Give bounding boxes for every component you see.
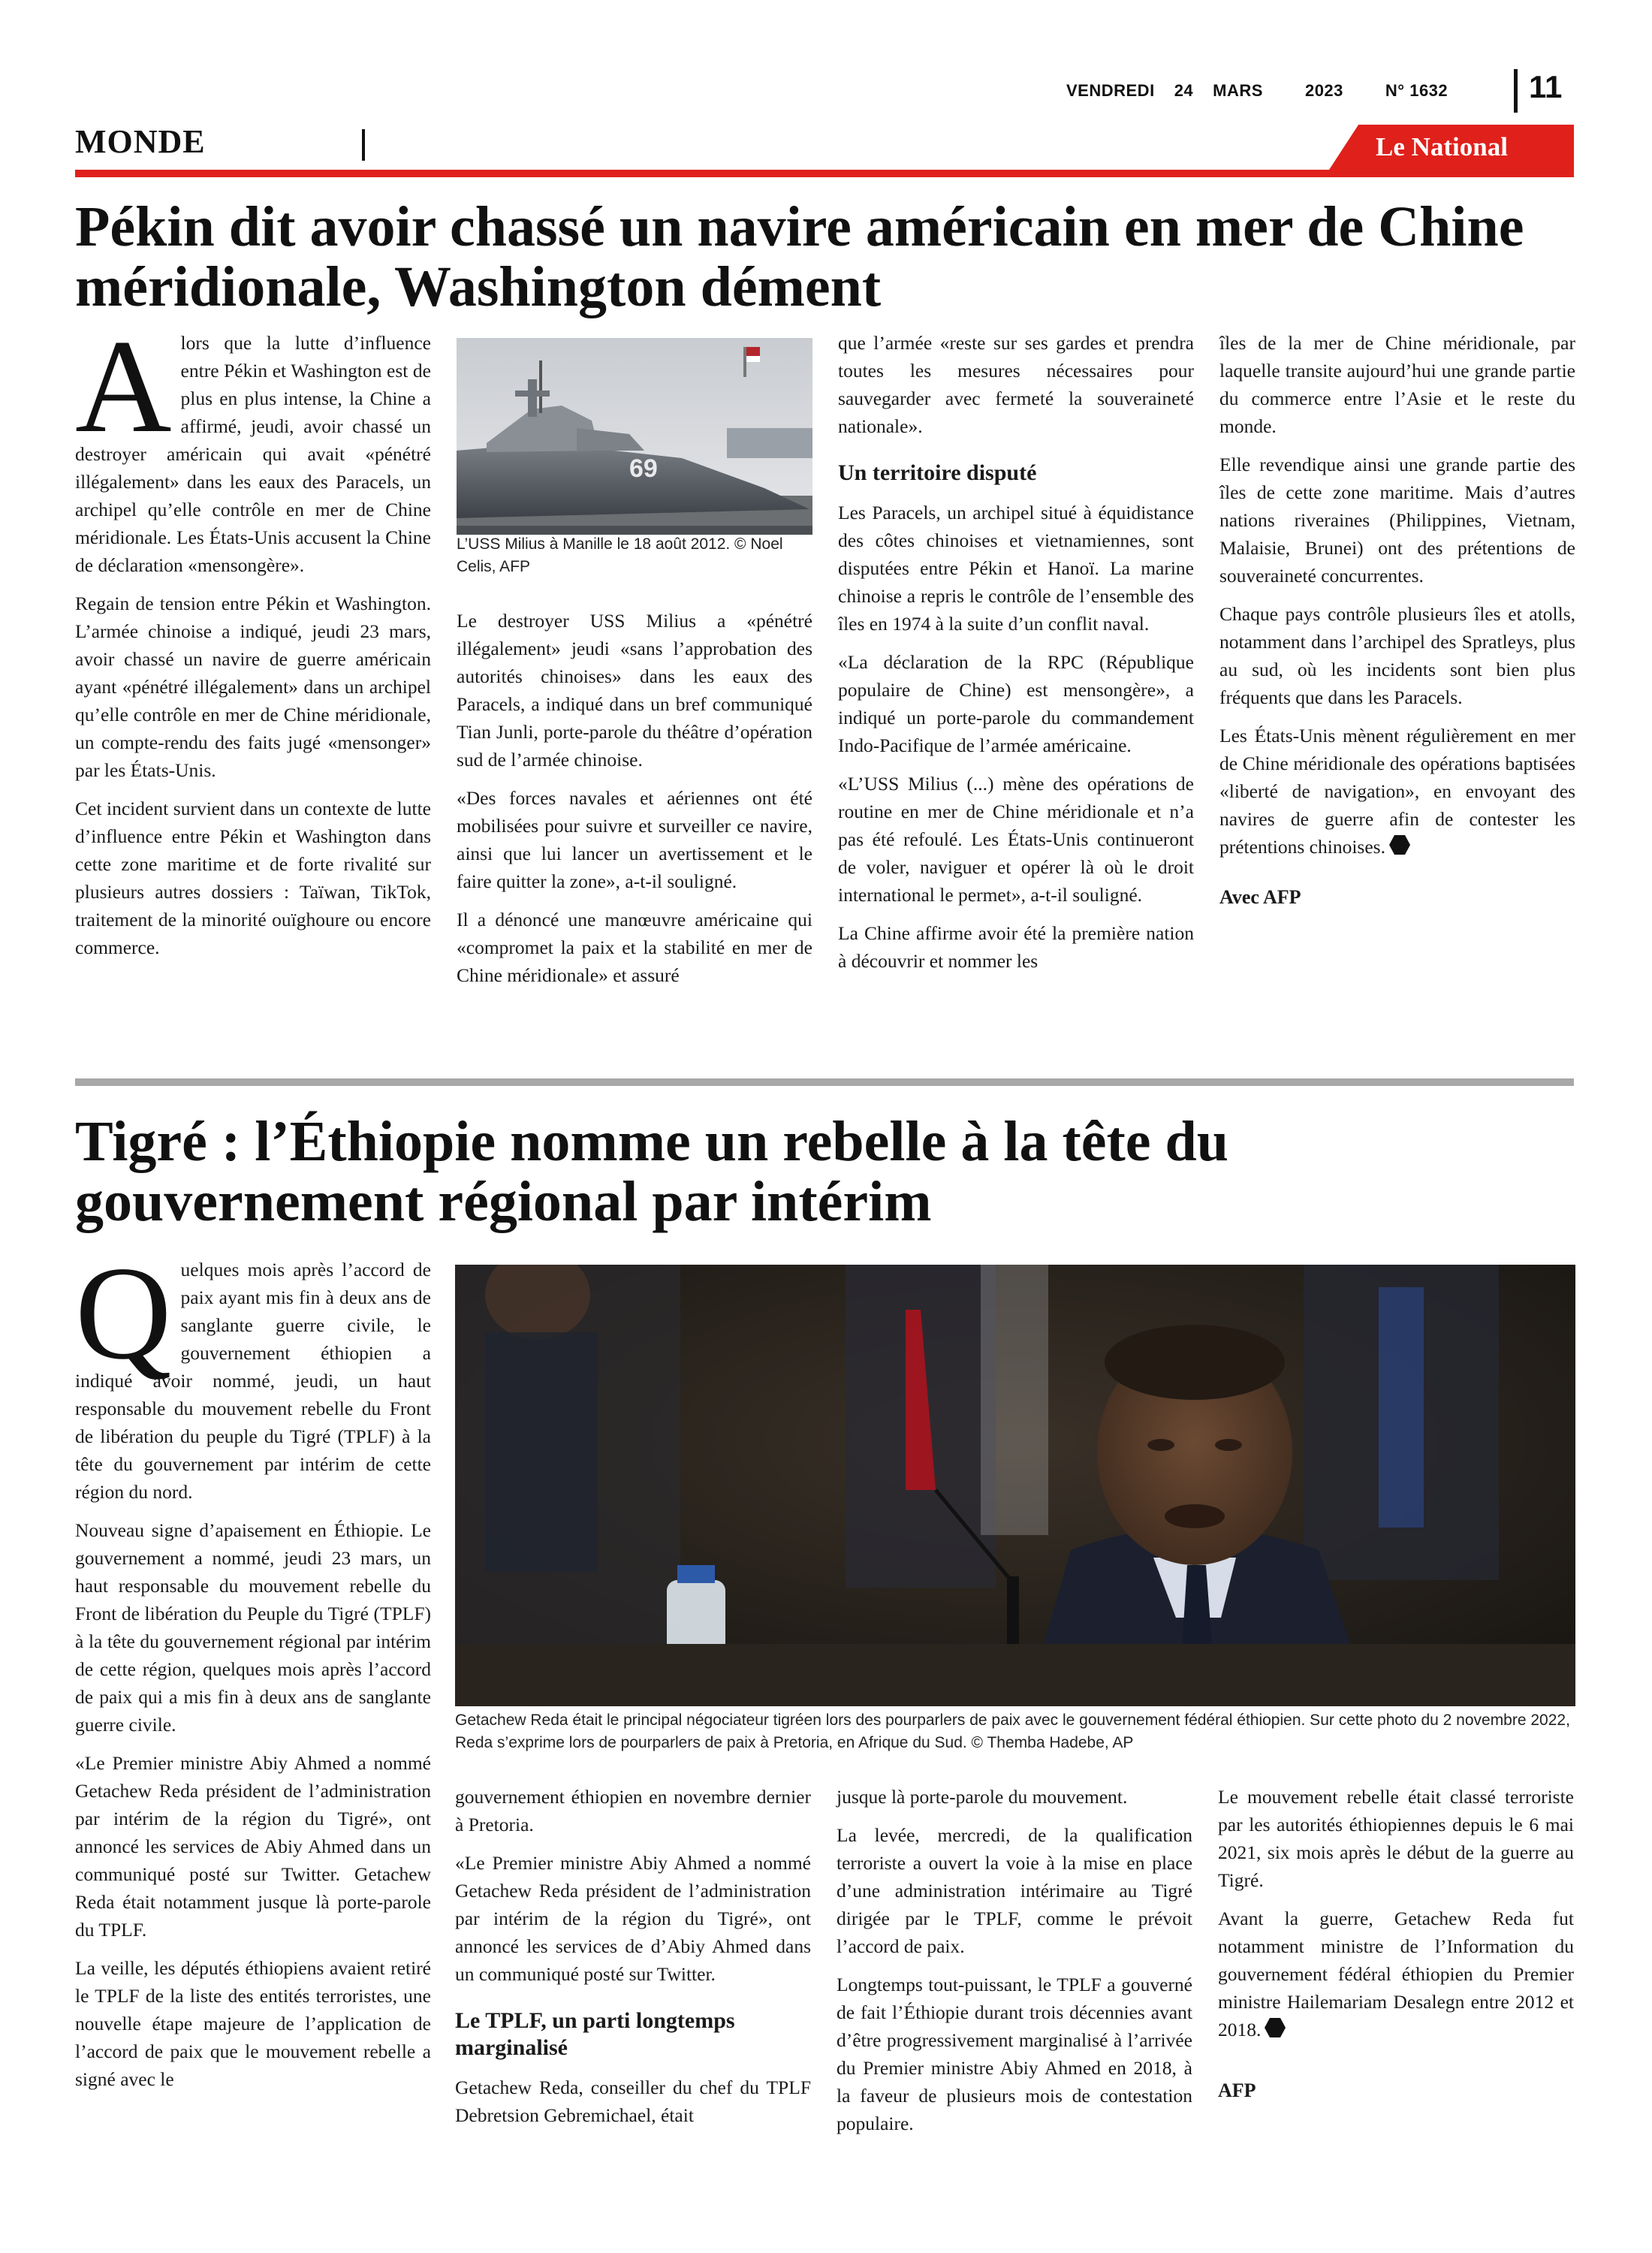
article1-column-3 bbox=[838, 329, 1194, 985]
warship-image bbox=[457, 338, 812, 535]
article1-paragraph: Regain de tension entre Pékin et Washington. L’armée chinoise a indiqué, jeudi 23 mars, avoir chassé un navire de guerre américain ayant «pénétré illégalement» dans un archipel qu’elle contrôle en mer de Chine méridionale, un compte-rendu des faits jugé «mensonger» par les États-Unis. bbox=[75, 593, 431, 781]
article2-paragraph: Le mouvement rebelle était classé terroriste par les autorités éthiopiennes depuis le 6 mai 2021, six mois après le début de la guerre au Tigré. bbox=[1218, 1786, 1574, 1891]
article1-column-4 bbox=[1219, 329, 1575, 921]
article2-column-1 bbox=[75, 1238, 431, 2104]
article2-column-3 bbox=[837, 1783, 1192, 2148]
article1-paragraph: Les Paracels, un archipel situé à équidistance des côtes chinoises et vietnamiennes, sont disputées entre Pékin et Hanoï. La marine chinoise a repris le contrôle de l’ensemble des îles en 1974 à la suite d’un conflit naval. bbox=[838, 502, 1194, 635]
article1-dropcap: A bbox=[75, 312, 172, 460]
issue-number: N° 1632 bbox=[1385, 81, 1449, 100]
article2-paragraph: «Le Premier ministre Abiy Ahmed a nommé Getachew Reda président de l’administration par intérim de la région du Tigré», ont annoncé les services de Abiy Ahmed dans un communiqué posté sur Twitter. Getachew Reda était notamment jusque là porte-parole du TPLF. bbox=[75, 1752, 431, 1941]
article2-paragraph: gouvernement éthiopien en novembre dernier à Pretoria. bbox=[455, 1786, 811, 1835]
article1-photo-caption: L’USS Milius à Manille le 18 août 2012. © Noel Celis, AFP bbox=[457, 535, 783, 575]
hull-number: 69 bbox=[629, 454, 658, 483]
article1-paragraph: Chaque pays contrôle plusieurs îles et atolls, notamment dans l’archipel des Spratleys, plus au sud, où les incidents sont bien plus fréquents que dans les Paracels. bbox=[1219, 603, 1575, 708]
end-of-article-icon bbox=[1388, 834, 1411, 856]
article2-paragraph: La levée, mercredi, de la qualification terroriste a ouvert la voie à la mise en place d’une administration intérimaire au Tigré dirigée par le TPLF, comme le prévoit l’accord de paix. bbox=[837, 1824, 1192, 1957]
article2-subheading: Le TPLF, un parti longtemps marginalisé bbox=[455, 2008, 735, 2060]
date-day: VENDREDI bbox=[1066, 81, 1155, 100]
article2-paragraph: «Le Premier ministre Abiy Ahmed a nommé Getachew Reda président de l’administration par intérim de la région du Tigré», ont annoncé les services de d’Abiy Ahmed dans un communiqué posté sur Twitter. bbox=[455, 1852, 811, 1985]
article2-paragraph: La veille, les députés éthiopiens avaient retiré le TPLF de la liste des entités terroristes, une nouvelle étape majeure de l’application de l’accord de paix que le mouvement rebelle a signé avec le bbox=[75, 1957, 431, 2090]
article1-paragraph: Cet incident survient dans un contexte de lutte d’influence entre Pékin et Washington dans cette zone maritime et de forte rivalité sur plusieurs autres dossiers : Taïwan, TikTok, traitement de la minorité ouïghoure ou encore commerce. bbox=[75, 798, 431, 958]
article1-paragraph: que l’armée «reste sur ses gardes et prendra toutes les mesures nécessaires pour sauvegarder avec fermeté la souveraineté nationale». bbox=[838, 332, 1194, 437]
section-title: MONDE bbox=[75, 123, 206, 160]
article2-signature: AFP bbox=[1218, 2080, 1256, 2101]
article1-signature: Avec AFP bbox=[1219, 886, 1301, 908]
date-number: 24 bbox=[1174, 81, 1194, 100]
article2-column-2 bbox=[455, 1783, 811, 2140]
page-number: 11 bbox=[1529, 69, 1563, 104]
article1-paragraph: Elle revendique ainsi une grande partie des îles de cette zone maritime. Mais d’autres nations riveraines (Philippines, Vietnam, Malaisie, Brunei) ont des prétentions de souveraineté concurrentes. bbox=[1219, 454, 1575, 587]
article-divider bbox=[75, 1078, 1574, 1086]
header-rule bbox=[75, 170, 1574, 177]
article2-paragraph: Nouveau signe d’apaisement en Éthiopie. Le gouvernement a nommé, jeudi 23 mars, un haut responsable du mouvement rebelle du Front de libération du Peuple du Tigré (TPLF) à la tête du gouvernement régional par intérim de cette région, quelques mois après l’accord de paix qui a mis fin à deux ans de sanglante guerre civile. bbox=[75, 1519, 431, 1736]
date-line bbox=[1066, 81, 1448, 101]
article1-paragraph: îles de la mer de Chine méridionale, par laquelle transite aujourd’hui une grande partie du commerce entre l’Asie et le reste du monde. bbox=[1219, 332, 1575, 437]
article1-paragraph: Le destroyer USS Milius a «pénétré illégalement» jeudi «sans l’approbation des autorités chinoises» dans les eaux des Paracels, a indiqué dans un bref communiqué Tian Junli, porte-parole du théâtre d’opération sud de l’armée chinoise. bbox=[457, 610, 812, 771]
article1-paragraph: Les États-Unis mènent régulièrement en mer de Chine méridionale des opérations baptisées «liberté de navigation», en envoyant des navires de guerre afin de contester les prétentions chinoises. bbox=[1219, 725, 1575, 858]
article2-paragraph: jusque là porte-parole du mouvement. bbox=[837, 1786, 1128, 1808]
article1-column-2 bbox=[457, 607, 812, 1000]
article2-paragraph: Longtemps tout-puissant, le TPLF a gouverné de fait l’Éthiopie durant trois décennies avant d’être progressivement marginalisé à l’arrivée du Premier ministre Abiy Ahmed en 2018, à la faveur de plusieurs mois de contestation populaire. bbox=[837, 1974, 1192, 2134]
article1-headline: Pékin dit avoir chassé un navire américain en mer de Chine méridionale, Washington dément bbox=[75, 195, 1524, 318]
end-of-article-icon bbox=[1264, 2016, 1286, 2039]
article1-photo bbox=[457, 338, 812, 535]
article2-photo bbox=[455, 1265, 1575, 1706]
article1-paragraph: «La déclaration de la RPC (République populaire de Chine) est mensongère», a indiqué un porte-parole du commandement Indo-Pacifique de l’armée américaine. bbox=[838, 651, 1194, 756]
section-divider bbox=[362, 129, 365, 161]
page-number-divider bbox=[1514, 69, 1518, 113]
article1-subheading: Un territoire disputé bbox=[838, 460, 1037, 485]
article2-paragraph: Avant la guerre, Getachew Reda fut notamment ministre de l’Information du gouvernement fédéral éthiopien du Premier ministre Hailemariam Desalegn entre 2012 et 2018. bbox=[1218, 1908, 1574, 2040]
date-month: MARS bbox=[1213, 81, 1263, 100]
date-year: 2023 bbox=[1304, 81, 1343, 100]
article1-lead: Alors que la lutte d’influence entre Pékin et Washington est de plus en plus intense, la Chine a affirmé, jeudi, avoir chassé un destroyer américain qui avait «pénétré illégalement» dans les eaux des Paracels, un archipel qu’elle contrôle en mer de Chine méridionale. Les États-Unis accusent la Chine de déclaration «mensongère». bbox=[75, 312, 431, 576]
article1-paragraph: La Chine affirme avoir été la première nation à découvrir et nommer les bbox=[838, 922, 1194, 972]
brand-name: Le National bbox=[1376, 132, 1508, 161]
article1-paragraph: «L’USS Milius (...) mène des opérations de routine en mer de Chine méridionale et n’a pas été refoulé. Les États-Unis continueront de voler, naviguer et opérer là où le droit international le permet», a-t-il souligné. bbox=[838, 773, 1194, 906]
getachew-reda-image bbox=[455, 1265, 1575, 1706]
article1-paragraph: Il a dénoncé une manœuvre américaine qui «compromet la paix et la stabilité en mer de Chine méridionale» et assuré bbox=[457, 909, 812, 986]
article2-dropcap: Q bbox=[75, 1238, 172, 1387]
article1-column-1 bbox=[75, 312, 431, 972]
article2-photo-caption: Getachew Reda était le principal négociateur tigréen lors des pourparlers de paix avec le gouvernement fédéral éthiopien. Sur cette photo du 2 novembre 2022, Reda s’exprime lors de pourparlers de paix à Pretoria, en Afrique du Sud. © Themba Hadebe, AP bbox=[455, 1712, 1570, 1751]
article2-headline: Tigré : l’Éthiopie nomme un rebelle à la tête du gouvernement régional par intérim bbox=[75, 1110, 1229, 1233]
article2-column-4 bbox=[1218, 1783, 1574, 2115]
article2-paragraph: Getachew Reda, conseiller du chef du TPLF Debretsion Gebremichael, était bbox=[455, 2077, 811, 2126]
article1-paragraph: «Des forces navales et aériennes ont été mobilisées pour suivre et surveiller ce navire, ainsi que lui lancer un avertissement et le faire quitter la zone», a-t-il souligné. bbox=[457, 787, 812, 892]
article2-lead: Quelques mois après l’accord de paix ayant mis fin à deux ans de sanglante guerre civile, le gouvernement éthiopien a indiqué avoir nommé, jeudi, un haut responsable du mouvement rebelle du Front de libération du peuple du Tigré (TPLF) à la tête du gouvernement par intérim de cette région du nord. bbox=[75, 1238, 431, 1503]
